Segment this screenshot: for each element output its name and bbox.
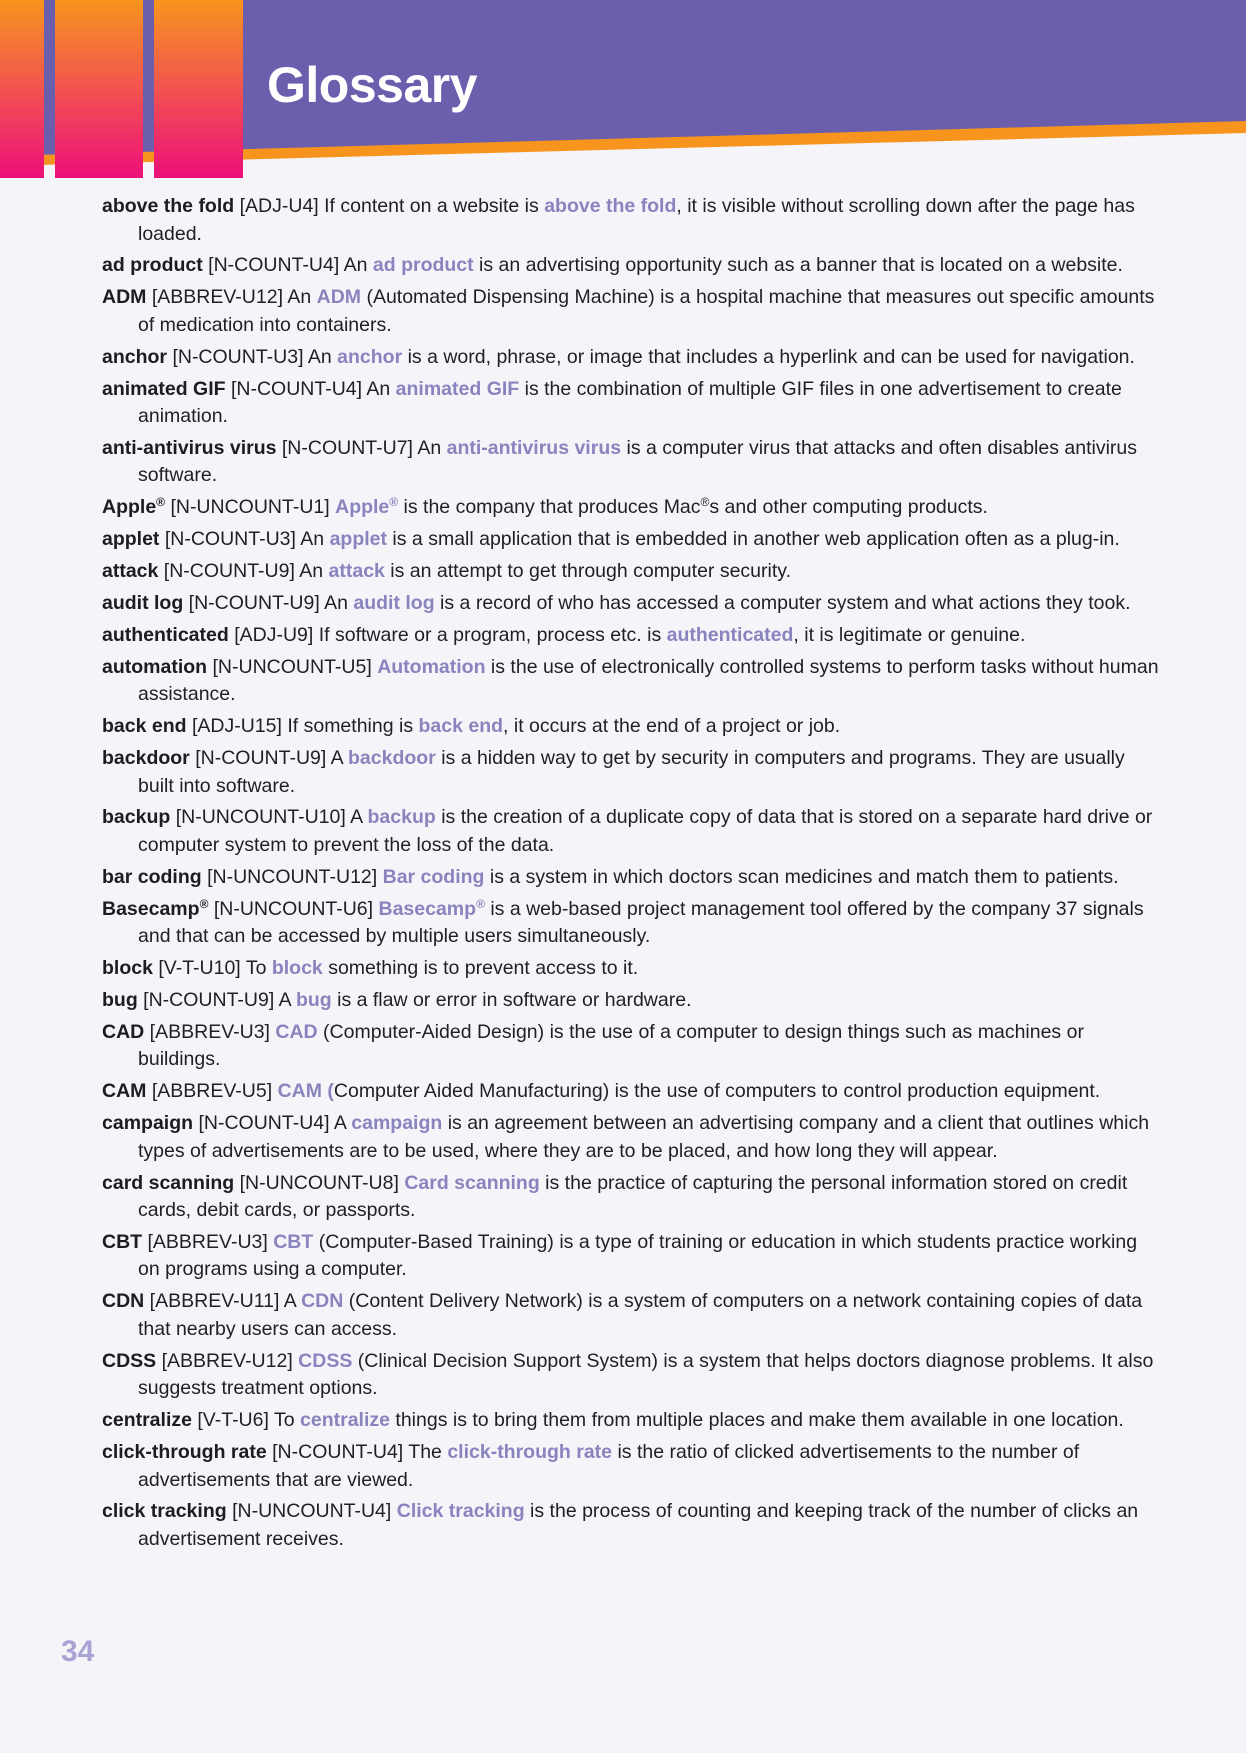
glossary-entry	[102, 896, 1162, 951]
entry-definition-lead: If software or a program, process etc. is	[318, 623, 662, 646]
entry-definition: , it is visible without scrolling down after the page has loaded.	[138, 195, 1135, 245]
entry-definition: Computer Aided Manufacturing) is the use of computers to control production equipment.	[333, 1080, 1101, 1103]
entry-word-class-tag: [N-COUNT-U9]	[188, 592, 320, 615]
entry-definition-lead: An	[287, 286, 312, 309]
entry-highlighted-term: ad product	[372, 254, 474, 277]
entry-definition: is a record of who has accessed a computer system and what actions they took.	[434, 592, 1131, 615]
entry-definition: is the combination of multiple GIF files in one advertisement to create animation.	[138, 377, 1122, 428]
glossary-entry	[102, 622, 1162, 650]
entry-definition: is the use of electronically controlled systems to perform tasks without human assistance.	[138, 655, 1159, 706]
entry-term: click tracking	[102, 1500, 227, 1523]
entry-word-class-tag: [N-COUNT-U9]	[195, 747, 327, 770]
entry-term: card scanning	[102, 1171, 235, 1194]
glossary-entry	[102, 252, 1162, 280]
entry-word-class-tag: [N-COUNT-U3]	[172, 345, 304, 368]
entry-highlighted-term: Automation	[377, 655, 486, 678]
entry-definition: things is to bring them from multiple places and make them available in one location.	[390, 1409, 1124, 1432]
entry-word-class-tag: [N-COUNT-U4]	[272, 1441, 404, 1464]
glossary-entry	[102, 1110, 1162, 1165]
entry-term: centralize	[102, 1409, 192, 1432]
page-title: Glossary	[267, 57, 478, 113]
glossary-entries	[102, 193, 1162, 1558]
entry-highlighted-term: Apple	[335, 496, 390, 519]
glossary-entry	[102, 284, 1162, 339]
glossary-entry	[102, 1229, 1162, 1284]
entry-term: automation	[102, 655, 208, 678]
entry-term: attack	[102, 560, 159, 583]
entry-highlighted-term: CAM (	[277, 1080, 334, 1103]
entry-term: CDN	[102, 1290, 145, 1313]
entry-definition: is a flaw or error in software or hardware.	[331, 989, 692, 1012]
entry-term: backdoor	[102, 747, 190, 770]
entry-term: click-through rate	[102, 1441, 267, 1464]
entry-term: bug	[102, 989, 138, 1012]
entry-definition: is the company that produces Mac®s and other computing products.	[398, 495, 988, 519]
entry-definition-lead: A	[350, 806, 363, 829]
entry-definition-lead: To	[245, 957, 267, 980]
entry-definition: (Content Delivery Network) is a system of computers on a network containing copies of data that nearby users can access.	[138, 1290, 1143, 1340]
entry-definition: is the practice of capturing the personal information stored on credit cards, debit cards, or passports.	[138, 1171, 1128, 1222]
entry-definition: is an attempt to get through computer security.	[384, 560, 791, 583]
entry-definition: is a hidden way to get by security in computers and programs. They are usually built into software.	[138, 747, 1125, 797]
entry-word-class-tag: [N-COUNT-U9]	[143, 989, 275, 1012]
entry-word-class-tag: [N-COUNT-U9]	[163, 560, 295, 583]
glossary-entry	[102, 590, 1162, 618]
entry-definition-lead: If something is	[287, 715, 414, 738]
glossary-entry	[102, 558, 1162, 586]
entry-definition: (Clinical Decision Support System) is a system that helps doctors diagnose problems. It also suggests treatment options.	[138, 1349, 1154, 1400]
entry-term: ADM	[102, 286, 147, 309]
entry-term: back end	[102, 715, 187, 738]
glossary-entry	[102, 654, 1162, 709]
entry-definition: is a web-based project management tool offered by the company 37 signals and that can be accessed by multiple users simultaneously.	[138, 897, 1144, 948]
entry-definition: something is to prevent access to it.	[322, 957, 639, 980]
entry-definition: is an agreement between an advertising company and a client that outlines which types of advertisements are to be used, where they are to be placed, and how long they will appear.	[138, 1112, 1150, 1162]
entry-word-class-tag: [N-COUNT-U4]	[198, 1112, 330, 1135]
entry-definition: is the process of counting and keeping track of the number of clicks an advertisement receives.	[138, 1500, 1139, 1550]
entry-word-class-tag: [ABBREV-U5]	[151, 1080, 273, 1103]
glossary-entry	[102, 745, 1162, 800]
entry-definition-lead: An	[299, 560, 324, 583]
entry-word-class-tag: [ABBREV-U12]	[161, 1349, 293, 1372]
entry-definition: is a computer virus that attacks and often disables antivirus software.	[138, 436, 1137, 487]
glossary-entry	[102, 1078, 1162, 1106]
entry-term: CBT	[102, 1230, 143, 1253]
entry-highlighted-term: animated GIF	[395, 377, 520, 400]
entry-word-class-tag: [N-COUNT-U7]	[281, 436, 413, 459]
entry-highlighted-term: bug	[295, 989, 332, 1012]
entry-term: animated GIF	[102, 377, 226, 400]
glossary-entry	[102, 804, 1162, 859]
glossary-entry	[102, 1439, 1162, 1494]
entry-definition-lead: A	[283, 1290, 296, 1313]
entry-word-class-tag: [N-UNCOUNT-U8]	[239, 1171, 399, 1194]
entry-highlighted-term: above the fold	[544, 195, 677, 217]
header-accent-bar-1	[0, 0, 44, 178]
glossary-entry	[102, 1407, 1162, 1435]
entry-highlighted-term: Basecamp	[378, 897, 477, 920]
entry-term: CDSS	[102, 1349, 157, 1372]
glossary-entry	[102, 713, 1162, 741]
entry-highlighted-term: back end	[418, 715, 504, 738]
header-banner-graphic	[0, 0, 1246, 180]
glossary-entry	[102, 1019, 1162, 1074]
entry-definition-lead: If content on a website is	[324, 195, 539, 217]
entry-term-registered-mark: ®	[199, 896, 209, 911]
entry-highlighted-term: Card scanning	[404, 1171, 540, 1194]
entry-term: ad product	[102, 254, 203, 277]
entry-highlighted-term: anchor	[337, 345, 403, 368]
entry-highlight-registered-mark: ®	[389, 495, 399, 510]
entry-word-class-tag: [N-UNCOUNT-U6]	[213, 897, 374, 920]
glossary-entry	[102, 435, 1162, 490]
glossary-entry	[102, 1498, 1162, 1553]
entry-definition: , it is legitimate or genuine.	[793, 623, 1026, 646]
entry-word-class-tag: [N-COUNT-U3]	[164, 528, 296, 551]
entry-word-class-tag: [N-UNCOUNT-U4]	[232, 1500, 392, 1523]
entry-term: authenticated	[102, 623, 229, 646]
entry-term: Apple	[102, 496, 157, 519]
entry-definition: (Automated Dispensing Machine) is a hospital machine that measures out specific amounts of medication into containers.	[138, 286, 1155, 336]
entry-definition: , it occurs at the end of a project or job.	[503, 715, 841, 738]
entry-term-registered-mark: ®	[156, 495, 166, 510]
glossary-entry	[102, 193, 1162, 248]
entry-definition-lead: A	[330, 747, 343, 770]
entry-word-class-tag: [ADJ-U4]	[239, 195, 319, 217]
entry-word-class-tag: [N-UNCOUNT-U12]	[207, 865, 378, 888]
entry-highlighted-term: centralize	[300, 1409, 390, 1432]
entry-definition-lead: A	[278, 989, 291, 1012]
entry-definition-lead: An	[324, 592, 348, 615]
glossary-entry	[102, 376, 1162, 431]
entry-highlighted-term: audit log	[353, 592, 435, 615]
entry-highlight-registered-mark: ®	[476, 896, 485, 911]
entry-word-class-tag: [ABBREV-U3]	[147, 1230, 268, 1253]
entry-term: CAD	[102, 1020, 145, 1043]
entry-word-class-tag: [ABBREV-U11]	[149, 1290, 280, 1313]
page-number: 34	[61, 1635, 95, 1668]
glossary-entry	[102, 344, 1162, 372]
entry-word-class-tag: [V-T-U6]	[197, 1409, 269, 1432]
entry-definition: (Computer-Based Training) is a type of training or education in which students practice working on programs using a computer.	[138, 1230, 1138, 1281]
entry-definition-lead: An	[343, 254, 368, 277]
entry-definition: (Computer-Aided Design) is the use of a computer to design things such as machines or buildings.	[138, 1020, 1084, 1071]
entry-word-class-tag: [ABBREV-U12]	[151, 286, 283, 309]
entry-highlighted-term: attack	[328, 560, 385, 583]
entry-term: applet	[102, 528, 160, 551]
entry-highlighted-term: CDN	[301, 1290, 344, 1313]
entry-definition: is an advertising opportunity such as a banner that is located on a website.	[473, 254, 1123, 277]
entry-highlighted-term: authenticated	[666, 623, 794, 646]
entry-word-class-tag: [N-UNCOUNT-U10]	[175, 806, 346, 829]
entry-term: bar coding	[102, 865, 202, 888]
entry-term: backup	[102, 806, 171, 829]
entry-definition: is the ratio of clicked advertisements to the number of advertisements that are viewed.	[138, 1441, 1080, 1491]
glossary-entry	[102, 1170, 1162, 1225]
entry-definition: is a word, phrase, or image that includes a hyperlink and can be used for navigation.	[402, 345, 1135, 368]
entry-highlighted-term: anti-antivirus virus	[446, 436, 622, 459]
entry-highlighted-term: block	[271, 957, 323, 980]
entry-highlighted-term: CDSS	[298, 1349, 353, 1372]
entry-word-class-tag: [ADJ-U9]	[234, 623, 314, 646]
entry-highlighted-term: CAD	[275, 1020, 318, 1043]
entry-definition-lead: An	[307, 345, 332, 368]
entry-definition-lead: The	[408, 1441, 442, 1464]
glossary-entry	[102, 1348, 1162, 1403]
entry-word-class-tag: [ABBREV-U3]	[149, 1020, 270, 1043]
entry-highlighted-term: backup	[367, 806, 436, 829]
entry-definition-lead: An	[300, 528, 325, 551]
entry-term: anti-antivirus virus	[102, 436, 277, 459]
entry-highlighted-term: applet	[329, 528, 388, 551]
entry-highlighted-term: Click tracking	[396, 1500, 525, 1523]
header-accent-bar-3	[154, 0, 243, 178]
entry-word-class-tag: [ADJ-U15]	[191, 715, 282, 738]
entry-term: block	[102, 957, 153, 980]
entry-word-class-tag: [V-T-U10]	[158, 957, 241, 980]
glossary-entry	[102, 494, 1162, 522]
entry-definition-lead: An	[417, 436, 442, 459]
entry-term: above the fold	[102, 195, 235, 217]
glossary-entry	[102, 955, 1162, 983]
entry-highlighted-term: ADM	[316, 286, 362, 309]
entry-definition: is a system in which doctors scan medicines and match them to patients.	[484, 865, 1119, 888]
entry-definition-lead: A	[333, 1112, 346, 1135]
entry-term: CAM	[102, 1080, 147, 1103]
header-accent-bar-2	[55, 0, 143, 178]
entry-highlighted-term: CBT	[273, 1230, 314, 1253]
entry-term: anchor	[102, 345, 168, 368]
glossary-entry	[102, 526, 1162, 554]
entry-word-class-tag: [N-UNCOUNT-U5]	[212, 655, 372, 678]
entry-highlighted-term: Bar coding	[382, 865, 485, 888]
glossary-entry	[102, 864, 1162, 892]
entry-term: audit log	[102, 592, 184, 615]
entry-definition-lead: An	[366, 377, 391, 400]
entry-word-class-tag: [N-COUNT-U4]	[208, 254, 340, 277]
entry-definition: is the creation of a duplicate copy of data that is stored on a separate hard drive or computer system to prevent the loss of the data.	[138, 806, 1153, 856]
glossary-entry	[102, 1288, 1162, 1343]
glossary-entry	[102, 987, 1162, 1015]
page-header	[0, 0, 1246, 180]
entry-highlighted-term: backdoor	[348, 747, 436, 770]
entry-definition: is a small application that is embedded in another web application often as a plug-in.	[387, 528, 1120, 551]
entry-word-class-tag: [N-UNCOUNT-U1]	[170, 496, 330, 519]
entry-term: Basecamp	[102, 897, 200, 920]
entry-word-class-tag: [N-COUNT-U4]	[230, 377, 363, 400]
entry-highlighted-term: click-through rate	[447, 1441, 613, 1464]
entry-term: campaign	[102, 1112, 194, 1135]
entry-highlighted-term: campaign	[351, 1112, 443, 1135]
entry-definition-lead: To	[274, 1409, 295, 1432]
